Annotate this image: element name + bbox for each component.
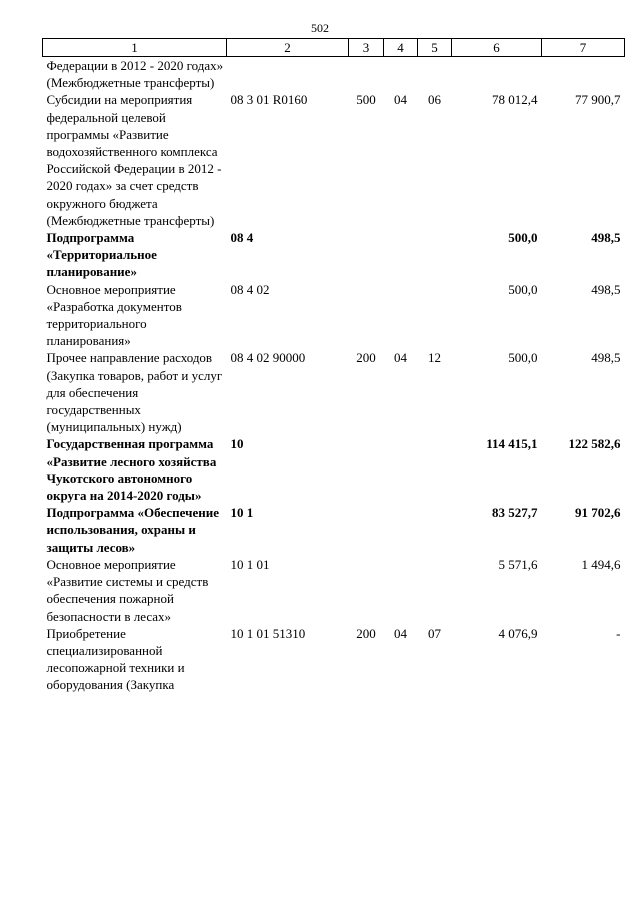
table-row <box>43 504 625 556</box>
row-col5 <box>418 57 452 92</box>
row-col4: 04 <box>394 350 407 366</box>
row-col3 <box>349 435 384 504</box>
row-col4 <box>384 504 418 556</box>
row-col5 <box>418 435 452 504</box>
column-header: 4 <box>384 39 418 57</box>
table-row <box>43 349 625 435</box>
column-header: 6 <box>452 39 542 57</box>
row-col5: 07 <box>428 625 441 641</box>
row-col4 <box>384 229 418 281</box>
column-header: 5 <box>418 39 452 57</box>
row-name: Основное мероприятие «Развитие системы и средств обеспечения пожарной безопасности в лесах» <box>46 556 209 624</box>
row-col5 <box>418 229 452 281</box>
row-col5: 12 <box>428 350 441 366</box>
row-col5 <box>418 556 452 625</box>
row-col4: 04 <box>394 92 407 108</box>
row-code: 10 1 01 51310 <box>230 625 306 641</box>
row-name: Основное мероприятие «Разработка документов территориального планирования» <box>46 281 182 349</box>
row-code: 08 4 02 90000 <box>230 350 306 366</box>
row-col5: 06 <box>428 92 441 108</box>
table-row <box>43 625 625 694</box>
row-name: Федерации в 2012 - 2020 годах» (Межбюджетные трансферты) <box>46 58 224 91</box>
row-col5 <box>418 504 452 556</box>
row-code: 08 3 01 R0160 <box>230 92 308 108</box>
row-name: Субсидии на мероприятия федеральной целевой программы «Развитие водохозяйственного комплекса Российской Федерации в 2012 - 2020 годах» за счет средств окружного бюджета (Межбюджетные трансферты) <box>46 92 222 228</box>
column-header: 1 <box>43 39 227 57</box>
row-col5 <box>418 281 452 350</box>
row-value-7: - <box>616 625 621 641</box>
budget-table <box>42 38 625 694</box>
table-row <box>43 281 625 350</box>
row-value-7: 77 900,7 <box>575 92 621 108</box>
table-row <box>43 57 625 92</box>
row-code: 08 4 02 <box>230 281 270 297</box>
row-value-6: 78 012,4 <box>492 92 538 108</box>
table-row <box>43 91 625 229</box>
row-col3: 200 <box>356 350 376 366</box>
row-code: 10 1 01 <box>230 556 270 572</box>
row-value-7: 122 582,6 <box>568 436 621 452</box>
row-value-6: 5 571,6 <box>498 556 538 572</box>
page-number: 502 <box>311 21 329 35</box>
row-col3 <box>349 281 384 350</box>
row-name: Приобретение специализированной лесопожарной техники и оборудования (Закупка <box>46 625 185 693</box>
row-code: 10 <box>230 436 244 452</box>
row-col4 <box>384 57 418 92</box>
row-value-6: 500,0 <box>508 281 538 297</box>
row-value-6: 83 527,7 <box>492 505 538 521</box>
row-code: 08 4 <box>230 230 254 246</box>
row-name: Подпрограмма «Территориальное планирование» <box>46 230 157 280</box>
row-col3 <box>349 229 384 281</box>
column-header: 2 <box>227 39 349 57</box>
column-header: 3 <box>349 39 384 57</box>
row-col4 <box>384 435 418 504</box>
row-col3 <box>349 556 384 625</box>
row-col3: 200 <box>356 625 376 641</box>
row-value-7: 498,5 <box>591 350 621 366</box>
table-row <box>43 229 625 281</box>
row-code <box>227 57 349 92</box>
row-code: 10 1 <box>230 505 254 521</box>
row-value-7: 1 494,6 <box>581 556 621 572</box>
row-value-7: 91 702,6 <box>575 505 621 521</box>
row-col4 <box>384 281 418 350</box>
header-row <box>43 39 625 57</box>
row-value-6 <box>452 57 542 92</box>
row-name: Подпрограмма «Обеспечение использования, охраны и защиты лесов» <box>46 505 219 555</box>
row-value-6: 500,0 <box>508 230 538 246</box>
row-value-6: 114 415,1 <box>486 436 538 452</box>
row-value-7: 498,5 <box>591 281 621 297</box>
table-row <box>43 556 625 625</box>
table-row <box>43 435 625 504</box>
row-col3 <box>349 57 384 92</box>
row-col3 <box>349 504 384 556</box>
column-header: 7 <box>542 39 625 57</box>
row-value-6: 500,0 <box>508 350 538 366</box>
row-col4: 04 <box>394 625 407 641</box>
row-value-6: 4 076,9 <box>498 625 538 641</box>
row-value-7 <box>542 57 625 92</box>
row-value-7: 498,5 <box>591 230 621 246</box>
row-col3: 500 <box>356 92 376 108</box>
row-name: Прочее направление расходов (Закупка товаров, работ и услуг для обеспечения государственных (муниципальных) нужд) <box>46 350 223 435</box>
row-col4 <box>384 556 418 625</box>
row-name: Государственная программа «Развитие лесного хозяйства Чукотского автономного округа на 2014-2020 годы» <box>46 436 217 504</box>
